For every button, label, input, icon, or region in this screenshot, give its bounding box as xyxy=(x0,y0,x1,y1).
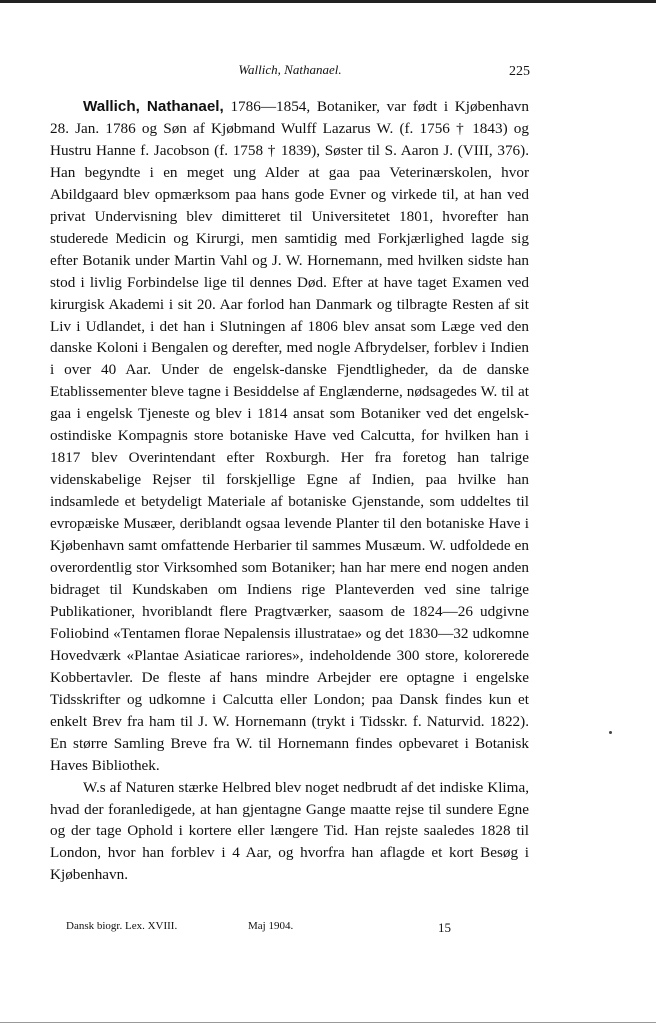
paragraph-2: W.s af Naturen stærke Helbred blev noget nedbrudt af det indiske Klima, hvad der foranledigede, at han gjentagne Gange maatte rejse til sundere Egne og der tage Ophold i kortere eller længere Tid. Han rejste saaledes 1828 til London, hvor han forblev i 4 Aar, og hvorfra han aflagde et kort Besøg i Kjøbenhavn. xyxy=(50,778,529,884)
body-text xyxy=(50,96,529,886)
footer-date: Maj 1904. xyxy=(248,920,294,932)
running-title: Wallich, Nathanael. xyxy=(238,62,342,77)
top-border-rule xyxy=(0,0,656,3)
footer-series: Dansk biogr. Lex. XVIII. xyxy=(66,920,178,932)
entry-headword: Wallich, Nathanael, xyxy=(83,98,224,115)
paragraph-1-text: 1786—1854, Botaniker, var født i Kjøbenhavn 28. Jan. 1786 og Søn af Kjøbmand Wulff Lazarus W. (f. 1756 † 1843) og Hustru Hanne f. Jacobson (f. 1758 † 1839), Søster til S. Aaron J. (VIII, 376). Han begyndte i en meget ung Alder at gaa paa Veterinærskolen, hvor Abildgaard blev opmærksom paa hans gode Evner og virkede til, at han ved privat Undervisning blev dimitteret til Universitetet 1801, hvorefter han studerede Medicin og Kirurgi, men samtidig med Forkjærlighed lagde sig efter Botanik under Martin Vahl og J. W. Hornemann, med hvilken sidste han stod i livlig Forbindelse lige til dennes Død. Efter at have taget Examen ved kirurgisk Akademi i sit 20. Aar forlod han Danmark og tilbragte Resten af sit Liv i Udlandet, i det han i Slutningen af 1806 blev ansat som Læge ved den danske Koloni i Bengalen og derefter, med nogle Afbrydelser, forblev i Indien i over 40 Aar. Under de engelsk-danske Fjendtligheder, da de danske Etablissementer bleve tagne i Besiddelse af Englænderne, nødsagedes W. til at gaa i engelsk Tjeneste og blev i 1814 ansat som Botaniker ved det engelsk-ostindiske Kompagnis store botaniske Have ved Calcutta, for hvilken han i 1817 blev Overintendant efter Roxburgh. Her fra foretog han talrige videnskabelige Rejser til forskjellige Egne af Indien, paa hvilke han indsamlede et betydeligt Materiale af botaniske Gjenstande, som uddeltes til evropæiske Musæer, deriblandt ogsaa levende Planter til den botaniske Have i Kjøbenhavn samt omfattende Herbarier til sammes Musæum. W. udfoldede en overordentlig stor Virksomhed som Botaniker; han har mere end nogen anden bidraget til Kundskaben om Indiens rige Planteverden ved sine talrige Publikationer, hvoriblandt flere Pragtværker, saasom de 1824—26 udgivne Foliobind «Tentamen florae Nepalensis illustratae» og det 1830—32 udkomne Hovedværk «Plantae Asiaticae rariores», indeholdende 300 store, kolorerede Kobbertavler. De fleste af hans mindre Arbejder ere optagne i engelske Tidsskrifter og udkomne i Calcutta eller London; paa Dansk findes kun et enkelt Brev fra ham til J. W. Hornemann (trykt i Tidsskr. f. Naturvid. 1822). En større Samling Breve fra W. til Hornemann findes opbevaret i Botanisk Haves Bibliothek. xyxy=(50,98,529,774)
stray-mark xyxy=(609,731,612,734)
page-header xyxy=(50,62,530,82)
page-footer xyxy=(66,920,466,938)
paragraph-1 xyxy=(50,96,529,777)
page-number: 225 xyxy=(509,64,530,79)
footer-signature: 15 xyxy=(438,920,451,935)
bottom-border-rule xyxy=(0,1022,656,1023)
